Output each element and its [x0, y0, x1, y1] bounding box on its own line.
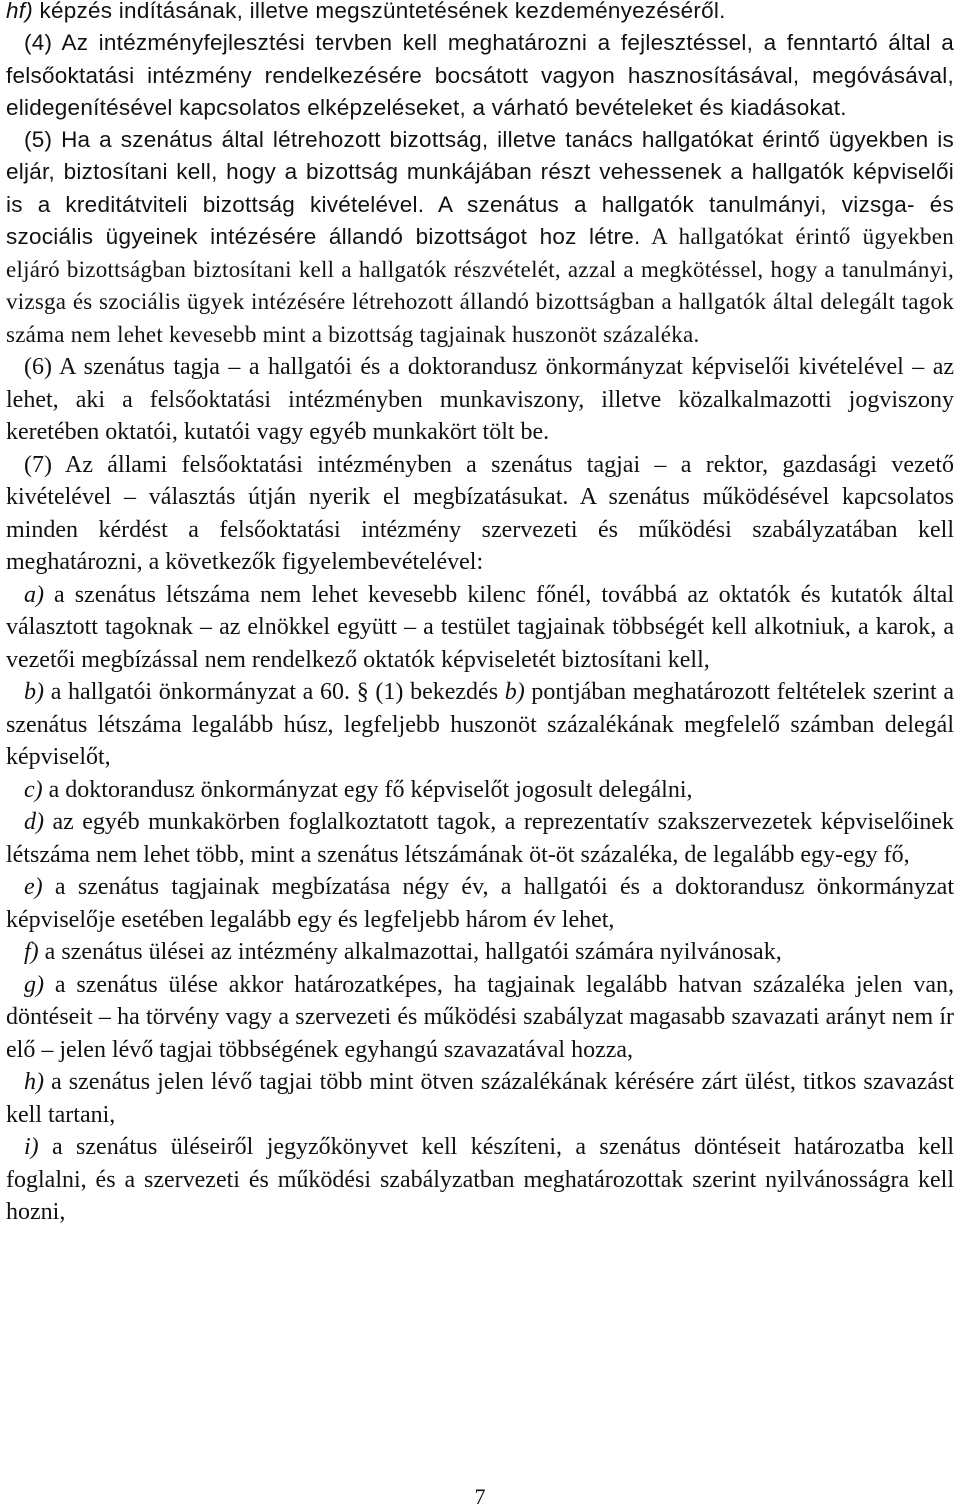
item-label: e) [24, 874, 43, 901]
item-label: c) [24, 776, 43, 803]
list-item-g [6, 969, 954, 1067]
list-item-b [6, 676, 954, 774]
list-item-a [6, 579, 954, 677]
list-item-h [6, 1066, 954, 1131]
paragraph-6 [6, 351, 954, 449]
item-text-continued: pontjában meghatározott feltételek szerint a szenátus létszáma legalább húsz, legfeljebb huszonöt százalékának megfelelő számban delegál képviselőt, [6, 679, 955, 771]
item-label: b) [24, 679, 44, 706]
list-item-d [6, 806, 954, 871]
list-item-e [6, 871, 954, 936]
document-page [6, 0, 954, 1229]
paragraph-text: képzés indításának, illetve megszüntetésének kezdeményezéséről. [33, 0, 726, 23]
item-label: i) [24, 1134, 39, 1161]
paragraph-text-continued: A hallgatókat érintő ügyekben eljáró bizottságban biztosítani kell a hallgatók részvételét, azzal a megkötéssel, hogy a tanulmányi, vizsga és szociális ügyek intézésére létrehozott állandó bizottságban a hallgatók által delegált tagok száma nem lehet kevesebb mint a bizottság tagjainak huszonöt százaléka. [6, 224, 955, 347]
paragraph-7 [6, 449, 954, 579]
paragraph-text: (7) Az állami felsőoktatási intézményben a szenátus tagjai – a rektor, gazdasági vezető kivételével – választás útján nyerik el megbízatásukat. A szenátus működésével kapcsolatos minden kérdést a felsőoktatási intézmény szervezeti és működési szabályzatában kell meghatározni, a következők figyelembevételével: [6, 451, 954, 576]
paragraph-text: (4) Az intézményfejlesztési tervben kell meghatározni a fejlesztéssel, a fenntartó által a felsőoktatási intézmény rendelkezésére bocsátott vagyon hasznosításával, megóvásával, elidegenítésével kapcsolatos elképzeléseket, a várható bevételeket és kiadásokat. [6, 30, 954, 120]
item-label: a) [24, 581, 44, 608]
item-text: a szenátus ülései az intézmény alkalmazottai, hallgatói számára nyilvánosak, [38, 939, 782, 966]
item-text: az egyéb munkakörben foglalkoztatott tagok, a reprezentatív szakszervezetek képviselőinek létszáma nem lehet több, mint a szenátus létszámának öt-öt százaléka, de legalább egy-egy fő, [6, 809, 954, 868]
paragraph-5 [6, 124, 954, 351]
item-text: a szenátus üléseiről jegyzőkönyvet kell készíteni, a szenátus döntéseit határozatba kell foglalni, és a szervezeti és működési szabályzatban meghatározottak szerint nyilvánosságra kell hozni, [6, 1134, 954, 1226]
paragraph-text: (6) A szenátus tagja – a hallgatói és a doktorandusz önkormányzat képviselői kivételével – az lehet, aki a felsőoktatási intézményben munkaviszony, illetve közalkalmazotti jogviszony keretében oktatói, kutatói vagy egyéb munkakört tölt be. [6, 354, 954, 446]
paragraph-hf [6, 0, 954, 27]
item-label: h) [24, 1069, 44, 1096]
item-label: hf) [6, 0, 34, 23]
list-item-c [6, 774, 954, 807]
item-text: a szenátus jelen lévő tagjai több mint ötven százalékának kérésére zárt ülést, titkos szavazást kell tartani, [6, 1069, 954, 1128]
item-label: g) [24, 971, 44, 998]
item-text: a szenátus létszáma nem lehet kevesebb kilenc főnél, továbbá az oktatók és kutatók által választott tagoknak – az elnökkel együtt – a testület tagjainak többségét kell alkotniuk, a karok, a vezetői megbízással nem rendelkező oktatók képviseletét biztosítani kell, [6, 581, 954, 673]
paragraph-text: (5) Ha a szenátus által létrehozott bizottság, illetve tanács hallgatókat érintő ügyekben is eljár, biztosítani kell, hogy a bizottság munkájában részt vehessenek a hallgatók képviselői is a kreditátviteli bizottság kivételével. A szenátus a hallgatók tanulmányi, vizsga- és szociális ügyeinek intézésére állandó bizottságot hoz létre. [6, 127, 954, 250]
item-text: a doktorandusz önkormányzat egy fő képviselőt jogosult delegálni, [42, 776, 693, 803]
inline-label: b) [504, 679, 525, 706]
item-text: a szenátus ülése akkor határozatképes, ha tagjainak legalább hatvan százaléka jelen van, döntéseit – ha törvény vagy a szervezeti és működési szabályzat magasabb szavazati arányt nem ír elő – jelen lévő tagjai többségének egyhangú szavazatával hozza, [6, 971, 954, 1063]
paragraph-4 [6, 27, 954, 124]
item-label: f) [24, 939, 39, 966]
list-item-i [6, 1131, 954, 1229]
page-number: 7 [474, 1484, 486, 1509]
item-text: a hallgatói önkormányzat a 60. § (1) bekezdés [44, 679, 505, 706]
item-label: d) [24, 809, 44, 836]
item-text: a szenátus tagjainak megbízatása négy év, a hallgatói és a doktorandusz önkormányzat képviselője esetében legalább egy és legfeljebb három év lehet, [6, 874, 954, 933]
list-item-f [6, 936, 954, 969]
